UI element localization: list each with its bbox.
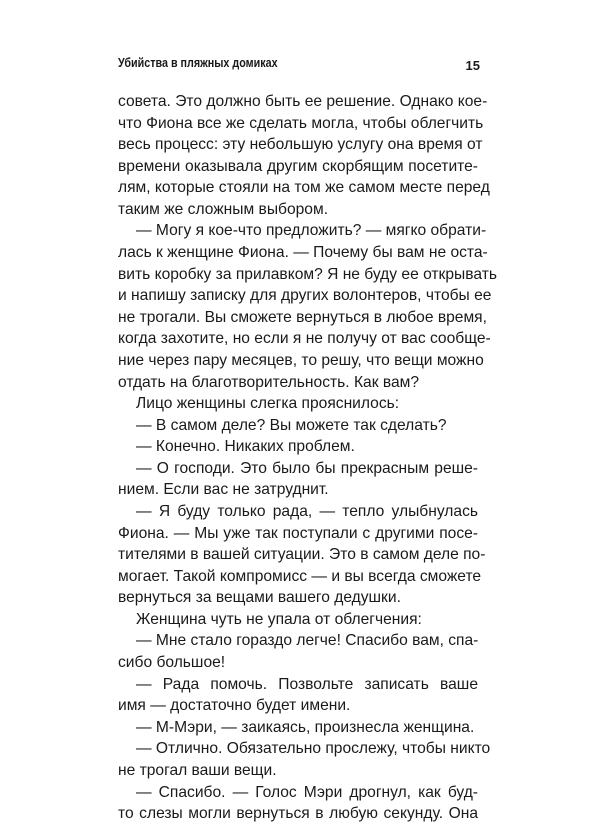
text-line: ние через пару месяцев, то решу, что вещи можно xyxy=(118,351,484,369)
text-line: Фиона. — Мы уже так поступали с другими посе- xyxy=(118,524,478,542)
text-line: таким же сложным выбором. xyxy=(118,200,329,218)
running-header xyxy=(118,56,484,76)
text-line: — М-Мэри, — заикаясь, произнесла женщина. xyxy=(136,718,475,736)
text-line: не трогал ваши вещи. xyxy=(118,761,277,779)
running-title: Убийства в пляжных домиках xyxy=(118,56,278,70)
text-line: нием. Если вас не затруднит. xyxy=(118,481,329,499)
text-line: совета. Это должно быть ее решение. Однако кое- xyxy=(118,93,488,110)
text-line: могает. Такой компромисс — и вы всегда сможете xyxy=(118,567,482,585)
text-line: и напишу записку для других волонтеров, чтобы ее xyxy=(118,287,492,305)
body-text xyxy=(118,91,497,825)
text-line: то слезы могли вернуться в любую секунду. Она xyxy=(118,805,478,823)
text-line: вернуться за вещами вашего дедушки. xyxy=(118,589,401,607)
text-line: Женщина чуть не упала от облегчения: xyxy=(136,610,422,628)
text-line: лась к женщине Фиона. — Почему бы вам не оста- xyxy=(118,244,488,262)
text-line: — О господи. Это было бы прекрасным реше- xyxy=(136,459,478,477)
text-line: имя — достаточно будет имени. xyxy=(118,697,351,715)
text-line: — Рада помочь. Позвольте записать ваше xyxy=(136,675,478,693)
text-line: — Отлично. Обязательно прослежу, чтобы никто xyxy=(136,740,491,758)
text-line: сибо большое! xyxy=(118,654,226,672)
page-number: 15 xyxy=(465,58,480,73)
text-line: — В самом деле? Вы можете так сделать? xyxy=(136,416,447,434)
text-line: — Конечно. Никаких проблем. xyxy=(136,438,355,456)
text-line: тителями в вашей ситуации. Это в самом деле по- xyxy=(118,546,486,564)
text-line: — Могу я кое-что предложить? — мягко обрати- xyxy=(136,222,487,240)
text-line: не трогали. Вы сможете вернуться в любое время, xyxy=(118,308,487,326)
text-line: — Спасибо. — Голос Мэри дрогнул, как буд- xyxy=(136,783,478,801)
text-line: вить коробку за прилавком? Я не буду ее открывать xyxy=(118,265,497,283)
text-line: когда захотите, но если я не получу от вас сообще- xyxy=(118,330,491,348)
text-line: отдать на благотворительность. Как вам? xyxy=(118,373,420,391)
text-line: Лицо женщины слегка прояснилось: xyxy=(136,395,400,413)
text-line: — Мне стало гораздо легче! Спасибо вам, спа- xyxy=(136,632,479,650)
text-line: — Я буду только рада, — тепло улыбнулась xyxy=(136,502,478,520)
text-line: что Фиона все же сделать могла, чтобы облегчить xyxy=(118,114,484,132)
text-line: времени оказывала другим скорбящим посетите- xyxy=(118,157,478,175)
text-line: лям, которые стояли на том же самом месте перед xyxy=(118,179,490,197)
text-line: весь процесс: эту небольшую услугу она время от xyxy=(118,136,483,154)
